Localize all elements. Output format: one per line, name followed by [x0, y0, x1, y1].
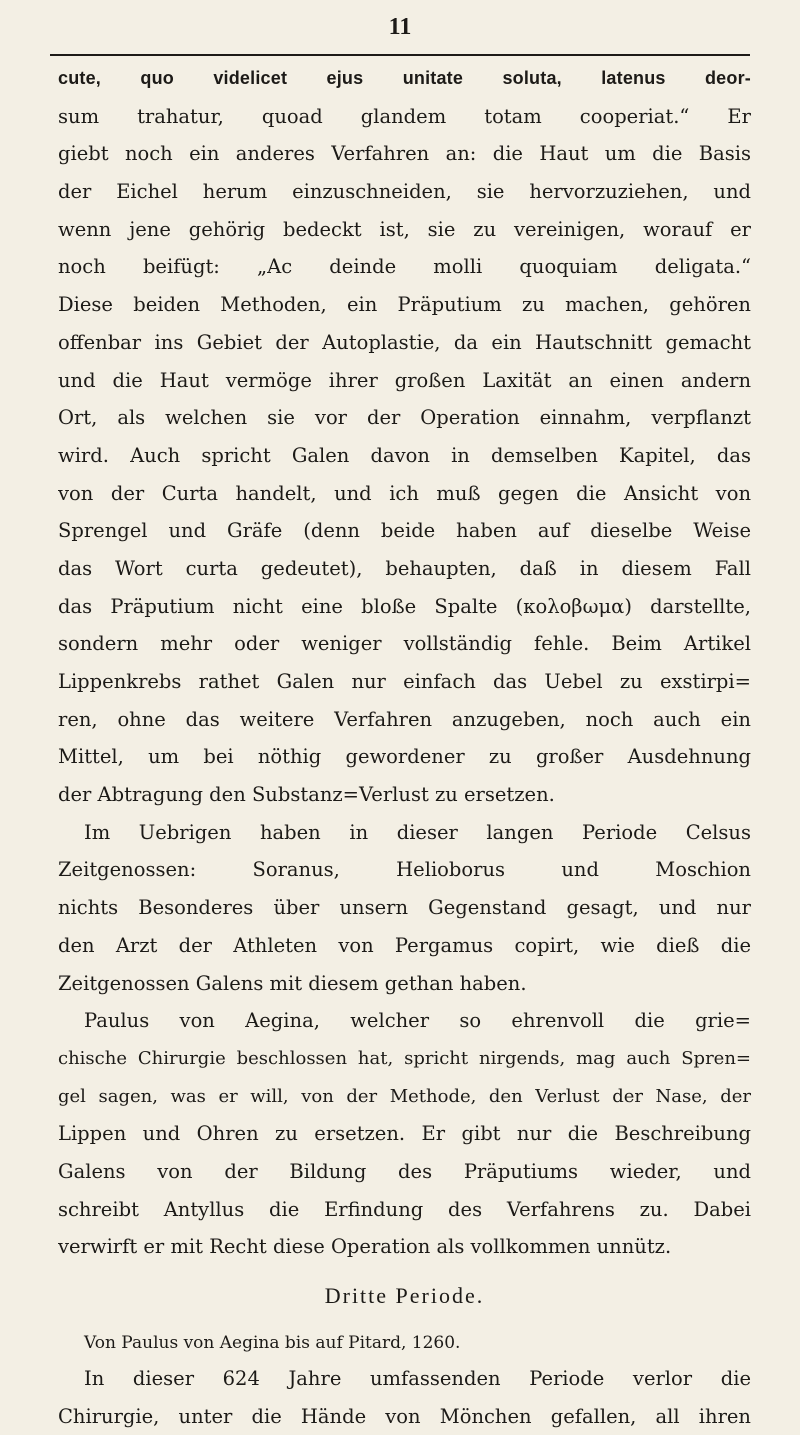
- text-line: Mittel, um bei nöthig gewordener zu großer Ausdehnung: [58, 745, 751, 769]
- text-line: und die Haut vermöge ihrer großen Laxität an einen andern: [58, 368, 751, 392]
- text-line: gel sagen, was er will, von der Methode, den Verlust der Nase, der: [58, 1085, 751, 1107]
- text-line: offenbar ins Gebiet der Autoplastie, da ein Hautschnitt gemacht: [58, 330, 751, 354]
- text-line: nichts Besonderes über unsern Gegenstand gesagt, und nur: [58, 896, 751, 920]
- section-subtitle: Von Paulus von Aegina bis auf Pitard, 1260.: [84, 1333, 461, 1353]
- text-line: chische Chirurgie beschlossen hat, spricht nirgends, mag auch Spren=: [58, 1047, 751, 1069]
- page-number: 11: [388, 14, 412, 40]
- section-title: Dritte Periode.: [324, 1283, 485, 1308]
- text-line: sondern mehr oder weniger vollständig fehle. Beim Artikel: [58, 632, 751, 656]
- text-line: Ort, als welchen sie vor der Operation einnahm, verpflanzt: [58, 406, 751, 430]
- text-line: schreibt Antyllus die Erfindung des Verfahrens zu. Dabei: [58, 1197, 751, 1221]
- text-line: Paulus von Aegina, welcher so ehrenvoll die grie=: [84, 1009, 751, 1033]
- text-line: Zeitgenossen Galens mit diesem gethan haben.: [58, 971, 527, 995]
- text-line: Diese beiden Methoden, ein Präputium zu machen, gehören: [58, 293, 751, 317]
- text-line: sum trahatur, quoad glandem totam cooperiat.“ Er: [58, 104, 751, 128]
- text-line: wenn jene gehörig bedeckt ist, sie zu vereinigen, worauf er: [58, 217, 751, 241]
- text-line: den Arzt der Athleten von Pergamus copirt, wie dieß die: [58, 933, 751, 957]
- text-line: das Präputium nicht eine bloße Spalte (κολοβωμα) darstellte,: [58, 594, 751, 618]
- body-text: [58, 60, 751, 1435]
- text-line: Im Uebrigen haben in dieser langen Periode Celsus: [84, 820, 751, 844]
- text-line: wird. Auch spricht Galen davon in demselben Kapitel, das: [58, 443, 751, 467]
- text-line: Galens von der Bildung des Präputiums wieder, und: [58, 1159, 751, 1183]
- text-line: In dieser 624 Jahre umfassenden Periode verlor die: [84, 1367, 751, 1390]
- text-line: Lippen und Ohren zu ersetzen. Er gibt nur die Beschreibung: [58, 1122, 751, 1146]
- text-line: verwirft er mit Recht diese Operation als vollkommen unnütz.: [58, 1235, 672, 1259]
- text-line: cute, quo videlicet ejus unitate soluta, latenus deor-: [58, 68, 751, 88]
- text-line: noch beifügt: „Ac deinde molli quoquiam deligata.“: [58, 255, 751, 279]
- text-line: Lippenkrebs rathet Galen nur einfach das Uebel zu exstirpi=: [58, 670, 751, 693]
- text-line: giebt noch ein anderes Verfahren an: die Haut um die Basis: [58, 142, 751, 166]
- text-line: Zeitgenossen: Soranus, Helioborus und Moschion: [58, 858, 751, 882]
- text-line: der Abtragung den Substanz=Verlust zu ersetzen.: [58, 783, 555, 807]
- text-line: das Wort curta gedeutet), behaupten, daß in diesem Fall: [58, 556, 751, 580]
- text-line: der Eichel herum einzuschneiden, sie hervorzuziehen, und: [58, 180, 751, 204]
- text-line: ren, ohne das weitere Verfahren anzugeben, noch auch ein: [58, 707, 751, 731]
- text-line: Sprengel und Gräfe (denn beide haben auf dieselbe Weise: [58, 519, 751, 543]
- header-rule: [50, 54, 750, 56]
- text-line: Chirurgie, unter die Hände von Mönchen gefallen, all ihren: [58, 1404, 751, 1428]
- text-line: von der Curta handelt, und ich muß gegen die Ansicht von: [58, 481, 751, 505]
